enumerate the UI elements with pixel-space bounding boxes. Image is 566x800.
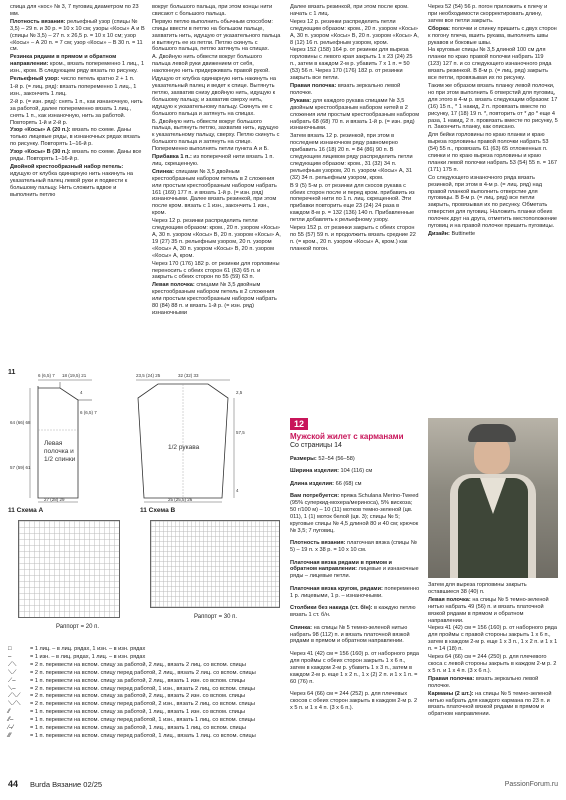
- paragraph: [152, 154, 282, 168]
- paragraph-text: рельефный узор (спицы № 3,5) – 29 п. и 30 р. = 10 х 10 см; узоры «Косы» А и В (спицы № 3,5) – 27 п. х 26,5 р. = 10 х 10 см; узор «Косы» – А 20 п. = 7 см; узор «Косы» – В 30 п. = 11 см.: [10, 18, 145, 53]
- paragraph-heading: Плотность вязания:: [290, 540, 346, 547]
- paragraph-text: спицами № 3,5 двойным крестообразным набором петель в 2 сложения или простым крестообразным набором набрать 80 (84) 88 п. и вязать 1-й р. (= изн. ряд) изнаночными: [152, 282, 277, 316]
- scheme-b-rapport: Раппорт = 30 п.: [194, 614, 238, 620]
- scheme-a-rapport: Раппорт = 20 п.: [56, 624, 100, 630]
- paragraph: [290, 225, 420, 253]
- paragraph: [10, 76, 145, 83]
- paragraph: [428, 4, 558, 25]
- paragraph-heading: Левая полочка:: [152, 282, 195, 289]
- dim-side-4: 4: [80, 390, 83, 395]
- legend-text: = 1 п. перевести на вспом. спицу перед работой, 1 изн., вязать 1 лиц. со вспом. спицы: [30, 717, 255, 724]
- legend-row: [8, 717, 284, 724]
- paragraph: [10, 149, 145, 163]
- paragraph-heading: Прибавка 1 п.:: [152, 154, 192, 161]
- stitch-symbol-icon: ⁄⁄: [8, 709, 11, 716]
- text-column-3: [290, 4, 420, 254]
- legend-row: [8, 725, 284, 732]
- stitch-symbol-icon: –: [8, 653, 12, 660]
- paragraph: [10, 19, 145, 54]
- paragraph: [152, 4, 282, 18]
- stitch-symbol-icon: ⟋⟍⟋: [8, 693, 21, 700]
- paragraph: [152, 218, 282, 259]
- scheme-b-title: 11 Схема B: [140, 507, 176, 514]
- legend-text: = 2 п. перевести на вспом. спицу перед работой, 1 изн., вязать 2 лиц. со вспом. спицы: [30, 685, 255, 692]
- dim-side-1: 64 (66) 68: [10, 420, 31, 425]
- paragraph-heading: Дизайн:: [428, 231, 450, 237]
- paragraph-heading: Спинка:: [290, 624, 313, 631]
- paragraph: [428, 676, 558, 690]
- paragraph-text: Для бейки горловины по краю планки и краю выреза горловины правой полочки набрать 53 (54) 55 п., провязать 61 (63) 65 отложенных п. спинки и по краю выреза горловины и краю планки левой полочки набрать 53 (54) 55 п. = 167 (171) 175 п.: [428, 132, 557, 173]
- legend-row: [8, 693, 284, 700]
- knitting-schemes: [8, 508, 282, 643]
- paragraph-heading: Рукава:: [290, 97, 312, 104]
- paragraph: [428, 625, 558, 653]
- paragraph-text: Первую петлю выполнить обычным способом: спицы ввести в петлю на большом пальце, захватить нить, идущую от указательного пальца и вытянуть ее из петли. Петлю скинуть с большого пальца, петлю затянуть на спицах.: [152, 18, 281, 53]
- pattern-number-badge: 12: [290, 418, 308, 430]
- paragraph: [290, 605, 420, 619]
- paragraph-text: 2-й р. (= изн. ряд): снять 1 п., как изнаночную, нить за работой, далее попеременно вязать 1 лиц., снять 1 п., как изнаночную, нить за работой. Повторять 1-й и 2-й р.: [10, 98, 143, 126]
- paragraph: [10, 164, 145, 199]
- scheme-a-title: 11 Схема A: [8, 507, 44, 514]
- photo-cap: [468, 424, 516, 442]
- paragraph: [152, 261, 282, 282]
- paragraph-text: для каждого рукава спицами № 3,5 двойным крестообразным набором нитей в 2 сложения или простым крестообразным набором набрать 68 (68) 70 п. и вязать 1-й р. (= изн. ряд) изнаночными.: [290, 97, 420, 132]
- paragraph-text: на спицы № 5 темно-зеленой нитью набрать 98 (112) п. и вязать платочной вязкой рядами в прямом и обратном направлении.: [290, 624, 410, 645]
- legend-row: [8, 654, 284, 661]
- paragraph-heading: Спинка:: [152, 168, 175, 175]
- paragraph: [290, 493, 420, 534]
- paragraph: [290, 183, 420, 224]
- paragraph-heading: Длина изделия:: [290, 480, 335, 487]
- legend-text: = 1 изн. – в лиц. рядах, 1 лиц. – в изн. рядах: [30, 653, 146, 660]
- paragraph-text: на спицы № 5 темно-зеленой нитью набрать для каждого кармана по 23 п. и вязать платочной вязкой рядами в прямом и обратном направлении.: [428, 690, 552, 718]
- legend-text: = 1 п. перевести на вспом. спицу за работой, 2 лиц., вязать 1 изн. со вспом. спицы: [30, 677, 246, 684]
- paragraph: [290, 456, 420, 463]
- stitch-symbol-icon: □: [8, 646, 12, 652]
- scheme-b-grid: [150, 520, 280, 608]
- paragraph-text: 104 (116) см: [338, 468, 373, 475]
- source-site: PassionForum.ru: [504, 781, 558, 788]
- paragraph-heading: Двойной крестообразный набор петель:: [10, 163, 124, 170]
- paragraph: [428, 132, 558, 173]
- pattern-12-block: [290, 418, 420, 717]
- paragraph-heading: Вам потребуется:: [290, 493, 340, 500]
- paragraph: [290, 83, 420, 97]
- paragraph-text: платочная вязка (спицы № 5) – 19 п. х 38 р. = 10 х 10 см.: [290, 540, 417, 554]
- paragraph-text: В 9 (5) 5-м р. от резинки для скосов рукава с обеих сторон после и перед кром. прибавить из поперечной нити по 1 п. лиц. скрещенной. Эти прибавки повторить еще 23 (24) 24 раза в каждом 8-м р. = 132 (136) 140 п. Прибавленные петли добавлять к рельефному узору.: [290, 182, 415, 224]
- paragraph-text: вокруг большого пальца, при этом концы нити свисают с большого пальца.: [152, 4, 273, 17]
- issue-number: 02/25: [83, 780, 103, 789]
- paragraph-heading: Узор «Косы» В (30 п.):: [10, 149, 71, 156]
- paragraph: [290, 586, 420, 600]
- paragraph-text: полочки и спинку пришить с двух сторон к погону плеча, вшить рукава, выполнить швы рукавов и боковые швы.: [428, 25, 557, 46]
- dim-bottom-1: 27 (28) 29: [44, 497, 65, 502]
- legend-text: = 1 лиц. – в лиц. рядах, 1 изн. – в изн. рядах: [30, 646, 146, 652]
- paragraph: [152, 169, 282, 217]
- pattern-subtitle: Со страницы 14: [290, 442, 342, 449]
- dim-bottom-2: 25 (25,5) 26: [168, 497, 193, 502]
- legend-row: [8, 646, 284, 653]
- paragraph: [152, 76, 282, 117]
- paragraph-text: Через 152 (158) 164 р. от резинки для выреза горловины с левого края закрыть 1 х 23 (24) 25 п., затем в каждом 2-м р. убавить 7 х 1 п. = 50 (53) 56 п. Через 170 (176) 182 р. от резинки закрыть все петли.: [290, 47, 413, 82]
- paragraph-heading: Левая полочка:: [428, 596, 471, 603]
- legend-row: [8, 686, 284, 693]
- dim-top-3: 23,5 (24) 25: [136, 373, 161, 378]
- paragraph-heading: Узор «Косы» А (20 п.):: [10, 127, 71, 134]
- paragraph: [152, 119, 282, 154]
- paragraph-heading: Размеры:: [290, 455, 317, 462]
- legend-row: [8, 733, 284, 740]
- paragraph: [290, 4, 420, 18]
- paragraph-heading: Резинка рядами в прямом и обратном направлении:: [10, 54, 117, 68]
- legend-text: = 2 п. перевести на вспом. спицу перед работой, 2 изн., вязать 2 лиц. со вспом. спицы: [30, 701, 255, 708]
- paragraph-text: Через 64 (66) см = 244 (250) р. для плечевого скоса с левой стороны закрыть в каждом 2-м р. 2 х 5 п. и 1 х 4 п. (3 х 6 п.).: [428, 654, 557, 674]
- page-number: 44: [8, 779, 19, 789]
- legend-text: = 1 п. перевести на вспом. спицу за работой, 1 лиц., вязать 1 лиц. со вспом. спицы: [30, 725, 246, 732]
- paragraph: [152, 19, 282, 54]
- stitch-symbol-icon: ⟋⟍: [8, 661, 17, 668]
- dim-side-7: 4: [236, 488, 239, 493]
- paragraph: [428, 83, 558, 131]
- paragraph-text: пряжа Schulana Merino-Tweed (95% суперкид-мохера/мериноса), 5% вискоза; 50 г/100 м) – 10 (11) мотков темно-зеленой (цв. 011), 1 (1) моток белой (цв. 3); спицы № 5; круговые спицы № 4,5 длиной 80 и 40 см; крючок № 3,5; 7 пуговиц.: [290, 493, 419, 534]
- front-piece-label: Левая полочка и 1/2 спинки: [44, 440, 76, 463]
- scheme-a-grid: [18, 520, 120, 618]
- legend-row: [8, 709, 284, 716]
- brand-name: Burda Вязание: [30, 780, 82, 789]
- paragraph-text: Идущую от клубка одинарную нить накинуть на указательный палец и ведет к спице. Вытянуть петлю, захватив снизу двойную нить, идущую к большому пальцу, и захватив сверху нить, идущую к указательному пальцу. Скинуть ее с большого пальца и затянуть на спицах.: [152, 76, 276, 117]
- paragraph-text: из поперечной нити вязать 1 п. лиц. скрещенную.: [152, 154, 274, 167]
- paragraph-text: число петель кратно 2 + 1 п.: [59, 76, 135, 83]
- paragraph-text: спицами № 3,5 двойным крестообразным набором петель в 2 сложения или простым крестообразным набором набрать 161 (169) 177 п. и вязать 1-й р. (= изн. ряд) изнаночными. Далее вязать резинкой, при этом после кром. вязать с 1 изн., закончить 1 изн., кром.: [152, 168, 277, 217]
- paragraph-text: Через 12 р. резинки распределить петли следующим образом: кром., 20 п. узором «Косы» А, 30 п. узором «Косы» В, 20 п. узором «Косы» А, 19 (27) 35 п. рельефным узором, 20 п. узором «Косы» А, 30 п. узором «Косы» В, 20 п. узором «Косы» А, кром.: [152, 218, 281, 259]
- paragraph-text: Со следующего изнаночного ряда вязать резинкой, при этом в 4-м р. (= лиц. ряд) над правой планкой выполнить отверстие для пуговицы. В 8-м р. (= лиц. ряд) все петли закрыть, провязывая их по рисунку. Обметать отверстия для пуговиц. Наложить планки обеих полочек друг на друга, отметить местоположение пуговиц и на правой полочке пришить пуговицы.: [428, 174, 558, 230]
- legend-text: = 1 п. перевести на вспом. спицу перед работой, 1 лиц., вязать 1 лиц. со вспом. спицы: [30, 732, 256, 739]
- paragraph-text: вязать зеркально левой полочке.: [290, 82, 401, 96]
- text-column-4-lower: [428, 582, 558, 719]
- paragraph: [10, 54, 145, 75]
- dim-side-6: 2,5: [236, 390, 243, 395]
- paragraph: [428, 26, 558, 47]
- paragraph: [290, 47, 420, 82]
- legend-text: = 1 п. перевести на вспом. спицу за работой, 1 лиц., вязать 1 изн. со вспом. спицы: [30, 709, 246, 716]
- paragraph: [290, 468, 420, 475]
- stitch-symbol-icon: ⟍⟋: [8, 669, 17, 676]
- paragraph-text: Б. Двойную нить обвести вокруг большого пальца, вытянуть петлю, захватив нить, идущую к указательному пальцу, сверху. Петлю скинуть с большого пальца и затянуть на спице. Попеременно выполнять петли пункта А и Б.: [152, 118, 280, 153]
- text-column-1: [10, 4, 145, 199]
- paragraph-text: вязать по схеме. Даны все ряды. Повторять 1–16-й р.: [10, 149, 142, 163]
- dim-top-2: 18 (19,5) 21: [62, 373, 87, 378]
- paragraph-heading: Карманы (2 шт.):: [428, 690, 474, 697]
- paragraph-text: Buttinette: [449, 231, 476, 237]
- paragraph: [10, 4, 145, 18]
- diagram-number: 11: [8, 369, 16, 376]
- paragraph-text: 1-й р. (= лиц. ряд): вязать попеременно 1 лиц., 1 изн., закончить 1 лиц.: [10, 83, 137, 97]
- paragraph: [10, 127, 145, 148]
- paragraph: [290, 691, 420, 712]
- paragraph-text: кром., вязать попеременно 1 лиц., 1 изн., кром. В следующем ряду вязать по рисунку.: [10, 61, 145, 75]
- paragraph-text: Далее вязать резинкой, при этом после кром. начать с 1 лиц.: [290, 4, 409, 17]
- paragraph-text: 52–54 (56–58): [316, 455, 355, 462]
- paragraph: [290, 540, 420, 554]
- stitch-symbol-icon: ⟍–: [8, 685, 16, 692]
- stitch-symbol-icon: ⁄⁄⁄: [8, 732, 12, 739]
- legend-row: [8, 678, 284, 685]
- dim-top-1: 6 (6,5) 7: [38, 373, 55, 378]
- paragraph-heading: Сборка:: [428, 25, 451, 32]
- dim-top-4: 32 (32) 33: [178, 373, 199, 378]
- paragraph: [428, 47, 558, 82]
- paragraph-text: Через 170 (176) 182 р. от резинки для горловины переносить с обеих сторон 61 (63) 65 п. и закрыть с обеих сторон по 55 (59) 63 п.: [152, 260, 280, 281]
- paragraph: [290, 19, 420, 47]
- text-column-4: [428, 4, 558, 239]
- magazine-brand: [30, 782, 102, 789]
- paragraph-text: спица для «кос» № 3, 7 пуговиц диаметром по 23 мм.: [10, 4, 139, 17]
- paragraph: [290, 98, 420, 133]
- legend-row: [8, 662, 284, 669]
- paragraph: [428, 231, 558, 238]
- paragraph-text: Через 41 (42) см = 156 (160) р. от наборного ряда для проймы с обеих сторон закрыть 1 х 6 п., затем в каждом 2-м р. убавить 1 х 3 п., затем в каждом 2-м р. еще 1 х 2 п., 1 х (2) 2 п. и 1 х 1 п. = 60 (76) п.: [290, 650, 420, 685]
- text-column-2: [152, 4, 282, 318]
- paragraph-heading: Правая полочка:: [428, 675, 475, 682]
- pattern-diagram-11: [8, 370, 280, 505]
- paragraph-text: идущую от клубка одинарную нить накинуть на указательный палец левой руки и подвести к большому пальцу. Нить сложить вдвое и выполнить петлю: [10, 170, 134, 198]
- paragraph-heading: Правая полочка:: [290, 82, 337, 89]
- paragraph: [290, 133, 420, 181]
- paragraph-text: в каждую петлю вязать 1 ст. б/н.: [290, 605, 416, 619]
- paragraph: [290, 625, 420, 646]
- paragraph-text: Через 64 (66) см = 244 (252) р. для плечевых скосов с обеих сторон закрыть в каждом 2-м р. 2 х 5 п. и 1 х 4 п. (3 х 6 п.).: [290, 691, 418, 711]
- legend-row: [8, 701, 284, 708]
- paragraph: [10, 99, 145, 127]
- paragraph: [428, 582, 558, 596]
- paragraph-text: 66 (68) см: [334, 480, 362, 487]
- paragraph: [428, 597, 558, 625]
- symbol-legend: [8, 646, 284, 741]
- dim-side-2: 57 (59) 61: [10, 465, 31, 470]
- paragraph: [290, 560, 420, 581]
- paragraph-text: на спицы № 5 темно-зеленой нитью набрать 49 (56) п. и вязать платочной вязкой рядами в прямом и обратном направлении.: [428, 596, 549, 624]
- paragraph: [428, 691, 558, 719]
- paragraph-heading: Плотность вязания:: [10, 18, 66, 25]
- sleeve-label: 1/2 рукава: [168, 444, 200, 451]
- stitch-symbol-icon: ⁄⁄–: [8, 717, 14, 724]
- paragraph-text: А. Двойную нить обвести вокруг большого пальца левой руки движением от себя, наклонную нить придерживать правой рукой.: [152, 54, 270, 75]
- stitch-symbol-icon: ⟋–: [8, 677, 16, 684]
- stitch-symbol-icon: ⁄–⁄: [8, 725, 14, 732]
- paragraph: [428, 654, 558, 675]
- legend-text: = 2 п. перевести на вспом. спицу за работой, 2 лиц., вязать 2 изн. со вспом. спицы: [30, 693, 246, 700]
- legend-row: [8, 670, 284, 677]
- paragraph-heading: Платочная вязка рядами в прямом и обратном направлении:: [290, 559, 392, 573]
- pattern-12-body: [290, 456, 420, 712]
- paragraph-text: Затем вязать 12 р. резинкой, при этом в последнем изнаночном ряду равномерно прибавить 16 (18) 20 п. = 84 (86) 90 п. В следующем лицевом ряду распределить петли следующим образом: кром., 31 (32) 34 п. рельефным узором, 20 п. узором «Косы» А, 31 (32) 34 п. рельефным узором, кром.: [290, 133, 413, 181]
- paragraph-heading: Столбики без накида (ст. б/н):: [290, 605, 373, 612]
- paragraph-text: Через 41 (42) см = 156 (160) р. от наборного ряда для проймы с правой стороны закрыть 1 х 6 п., затем в каждом 2-м р. еще 1 х 3 п., 1 х 2 п. и 1 х 1 п. = 14 (18) п.: [428, 625, 558, 653]
- paragraph-text: лицевые и изнаночные ряды – лицевые петли.: [290, 566, 419, 580]
- paragraph-text: Таким же образом вязать планку левой полочки, но при этом выполнить 6 отверстий для пуговиц, для этого в 4-м р. вязать следующим образом: 17 (16) 15 п., * 1 накид, 2 п. провязать вместе по рисунку, 17 (18) 19 п. *, повторить от * до * еще 4 раза, 1 накид, 2 п. провязать вместе по рисунку, 5 п. Закончить планку, как описано.: [428, 82, 558, 131]
- paragraph-heading: Платочная вязка кругом, рядами:: [290, 585, 383, 592]
- paragraph-text: вязать по схеме. Даны только лицевые ряды, в изнаночных рядах вязать по рисунку. Повторять 1–16-й р.: [10, 127, 141, 148]
- legend-text: = 2 п. перевести на вспом. спицу за работой, 2 лиц., вязать 2 лиц. со вспом. спицы: [30, 661, 246, 668]
- paragraph: [290, 651, 420, 686]
- paragraph: [428, 175, 558, 230]
- paragraph-text: Через 12 р. резинки распределить петли следующим образом: кром., 20 п. узором «Косы» А, 30 п. узором «Косы» В, 20 п. узором «Косы» А, 8 (12) 16 п. рельефным узором, кром.: [290, 18, 419, 46]
- dim-side-3: 6 (6,5) 7: [80, 410, 97, 415]
- paragraph-text: На круговые спицы № 3,5 длиной 100 см для планки по краю правой полочки набрать 119 (123) 127 п. и со следующего изнаночного ряда вязать резинкой. В 8-м р. (= лиц. ряд) закрыть все петли, провязывая их по рисунку.: [428, 47, 552, 82]
- paragraph: [290, 481, 420, 488]
- paragraph-text: Через 52 (54) 56 р. погон приложить к плечу и при необходимости скорректировать длину, затем все петли закрыть.: [428, 4, 548, 24]
- paragraph-text: вязать зеркально левой полочке.: [428, 675, 539, 689]
- model-photo: [428, 418, 558, 578]
- dim-side-5: 57,5: [236, 430, 245, 435]
- legend-text: = 2 п. перевести на вспом. спицу перед работой, 2 лиц., вязать 2 лиц. со вспом. спицы: [30, 669, 256, 676]
- stitch-symbol-icon: ⟍⟋⟍: [8, 701, 21, 708]
- paragraph: [10, 84, 145, 98]
- paragraph: [152, 282, 282, 317]
- page-footer: [8, 778, 558, 794]
- paragraph-text: Затем для выреза горловины закрыть оставшиеся 38 (40) п.: [428, 582, 527, 595]
- pattern-title: Мужской жилет с карманами: [290, 432, 404, 441]
- paragraph-text: Через 152 р. от резинки закрыть с обеих сторон по 55 (57) 59 п. и продолжить вязать средние 22 п. (= кром., 20 п. узором «Косы» А, кром.) как планкой погон.: [290, 225, 416, 252]
- paragraph-heading: Рельефный узор:: [10, 76, 60, 83]
- paragraph-heading: Ширина изделия:: [290, 468, 339, 475]
- paragraph-text: попеременно 1 р. лицевыми, 1 р. – изнаночными.: [290, 585, 420, 599]
- paragraph: [152, 54, 282, 75]
